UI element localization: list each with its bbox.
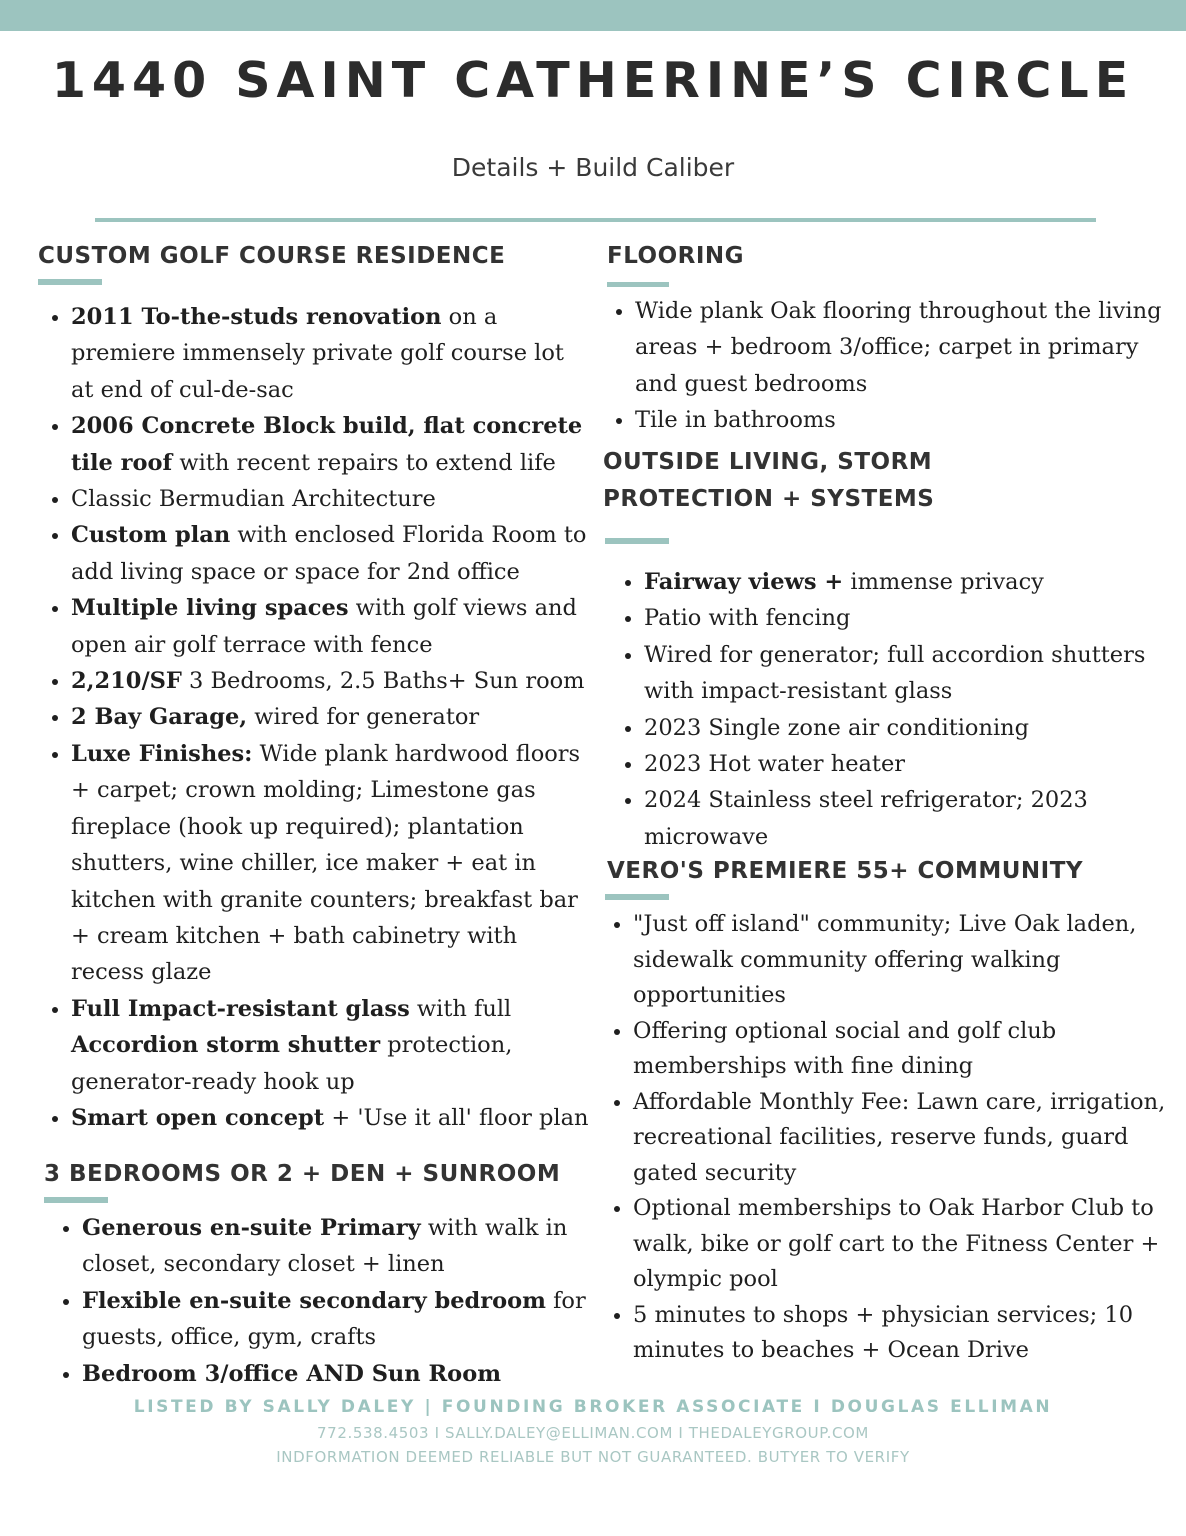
- section-accent: [607, 282, 669, 287]
- footer-disclaimer: INDFORMATION DEEMED RELIABLE BUT NOT GUARANTEED. BUTYER TO VERIFY: [276, 1448, 910, 1466]
- list-item: [71, 699, 591, 735]
- section-heading-community: VERO'S PREMIERE 55+ COMMUNITY: [607, 858, 1084, 884]
- item-bold-text: 2 Bay Garage,: [71, 704, 248, 731]
- list-item: [644, 710, 1174, 746]
- list-item: [71, 517, 591, 590]
- item-text: with full: [409, 995, 512, 1022]
- section-heading-outside-line2: PROTECTION + SYSTEMS: [603, 486, 935, 512]
- list-item: [644, 637, 1174, 710]
- item-bold-text: 2,210/SF: [71, 668, 182, 695]
- list-item: [635, 293, 1165, 402]
- item-text: Affordable Monthly Fee: Lawn care, irrigation, recreational facilities, reserve funds, guard gated security: [633, 1088, 1166, 1186]
- list-item: [633, 1298, 1173, 1369]
- item-bold-text: Luxe Finishes:: [71, 740, 253, 767]
- item-bold-text: Accordion storm shutter: [71, 1032, 381, 1059]
- item-bold-text: Flexible en-suite secondary bedroom: [82, 1287, 546, 1314]
- item-text: Wide plank hardwood floors + carpet; crown molding; Limestone gas fireplace (hook up required); plantation shutters, wine chiller, ice maker + eat in kitchen with granite counters; breakfast bar + cream kitchen + bath cabinetry with recess glaze: [71, 740, 581, 986]
- community-list: [601, 907, 1173, 1369]
- list-item: [633, 1014, 1173, 1085]
- item-text: on a premiere immensely private golf course lot at end of cul-de-sac: [71, 304, 564, 403]
- section-heading-residence: CUSTOM GOLF COURSE RESIDENCE: [38, 243, 506, 269]
- list-item: [644, 564, 1174, 600]
- list-item: [82, 1210, 602, 1283]
- section-accent: [605, 538, 669, 544]
- list-item: [644, 782, 1174, 855]
- item-text: 3 Bedrooms, 2.5 Baths+ Sun room: [181, 668, 585, 695]
- section-heading-outside-line1: OUTSIDE LIVING, STORM: [603, 449, 933, 475]
- section-accent: [605, 894, 669, 900]
- list-item: [82, 1283, 602, 1356]
- footer-listing: LISTED BY SALLY DALEY | FOUNDING BROKER ASSOCIATE I DOUGLAS ELLIMAN: [133, 1397, 1053, 1417]
- page-title: 1440 SAINT CATHERINE’S CIRCLE: [51, 52, 1135, 109]
- list-item: [71, 590, 591, 663]
- item-text: Wide plank Oak flooring throughout the living areas + bedroom 3/office; carpet in primary and guest bedrooms: [635, 298, 1162, 397]
- top-accent-bar: [0, 0, 1186, 31]
- item-text: with walk in closet, secondary closet + linen: [82, 1215, 568, 1278]
- item-text: "Just off island" community; Live Oak laden, sidewalk community offering walking opportunities: [633, 911, 1137, 1008]
- item-bold-text: Fairway views +: [644, 569, 844, 595]
- item-text: for guests, office, gym, crafts: [82, 1287, 586, 1351]
- item-bold-text: Multiple living spaces: [71, 595, 349, 622]
- item-text: 2023 Hot water heater: [644, 751, 906, 778]
- flooring-list: [603, 293, 1165, 439]
- list-item: [71, 736, 591, 991]
- list-item: [71, 408, 591, 481]
- section-accent: [44, 1197, 108, 1203]
- bedrooms-list: [50, 1210, 602, 1392]
- item-text: Offering optional social and golf club memberships with fine dining: [633, 1017, 1057, 1079]
- item-text: Optional memberships to Oak Harbor Club to walk, bike or golf cart to the Fitness Center + olympic pool: [633, 1195, 1160, 1292]
- item-bold-text: Custom plan: [71, 522, 231, 549]
- title-divider: [95, 218, 1096, 222]
- list-item: [71, 481, 591, 517]
- item-text: Patio with fencing: [644, 605, 851, 632]
- section-heading-flooring: FLOORING: [607, 243, 745, 269]
- list-item: [635, 402, 1165, 438]
- item-text: with recent repairs to extend life: [172, 449, 556, 476]
- list-item: [644, 600, 1174, 636]
- item-bold-text: Generous en-suite Primary: [82, 1215, 421, 1241]
- item-bold-text: Smart open concept: [71, 1104, 325, 1131]
- list-item: [644, 746, 1174, 782]
- item-bold-text: 2006 Concrete Block build, flat concrete tile roof: [71, 413, 583, 476]
- item-text: Wired for generator; full accordion shutters with impact-resistant glass: [644, 641, 1146, 705]
- item-text: 2024 Stainless steel refrigerator; 2023 microwave: [644, 787, 1088, 850]
- list-item: [71, 299, 591, 408]
- item-text: with enclosed Florida Room to add living space or space for 2nd office: [71, 522, 587, 585]
- outside-list: [612, 564, 1174, 855]
- item-text: with golf views and open air golf terrace with fence: [71, 595, 577, 658]
- section-heading-bedrooms: 3 BEDROOMS OR 2 + DEN + SUNROOM: [44, 1161, 561, 1187]
- section-accent: [38, 279, 102, 285]
- list-item: [71, 1100, 591, 1136]
- item-bold-text: 2011 To-the-studs renovation: [71, 304, 442, 330]
- item-text: 2023 Single zone air conditioning: [644, 714, 1030, 741]
- item-text: protection, generator-ready hook up: [71, 1032, 513, 1095]
- list-item: [633, 1085, 1173, 1192]
- item-text: Tile in bathrooms: [635, 407, 836, 434]
- footer-contact: 772.538.4503 I SALLY.DALEY@ELLIMAN.COM I THEDALEYGROUP.COM: [317, 1424, 869, 1442]
- item-bold-text: Full Impact-resistant glass: [71, 995, 410, 1022]
- page-subtitle: Details + Build Caliber: [451, 153, 735, 182]
- item-bold-text: Bedroom 3/office AND Sun Room: [82, 1360, 502, 1387]
- item-text: + 'Use it all' floor plan: [324, 1104, 589, 1131]
- list-item: [633, 1191, 1173, 1298]
- list-item: [71, 991, 591, 1100]
- list-item: [633, 907, 1173, 1014]
- item-text: wired for generator: [247, 704, 480, 731]
- list-item: [82, 1356, 602, 1392]
- list-item: [71, 663, 591, 699]
- residence-list: [39, 299, 591, 1136]
- item-text: Classic Bermudian Architecture: [71, 486, 436, 513]
- item-text: 5 minutes to shops + physician services; 10 minutes to beaches + Ocean Drive: [633, 1301, 1134, 1363]
- item-text: immense privacy: [843, 569, 1044, 595]
